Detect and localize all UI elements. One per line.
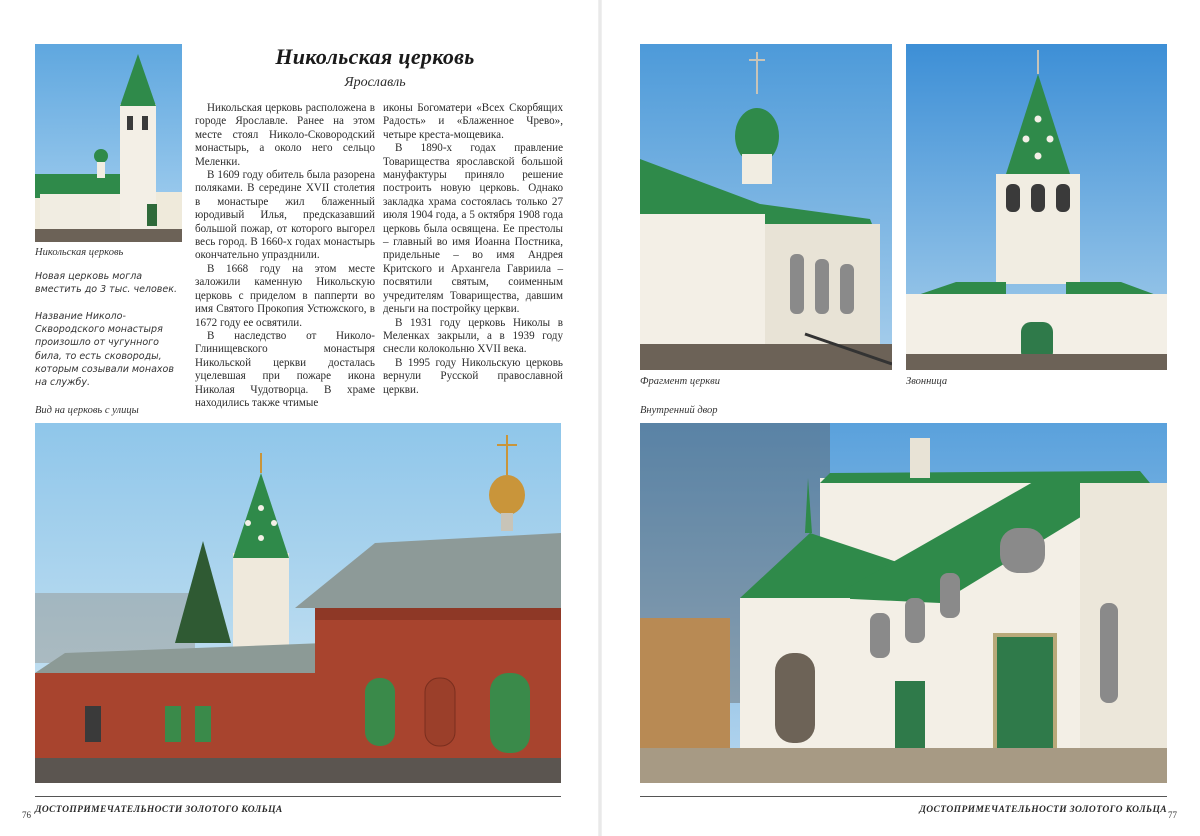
running-footer-right: [640, 796, 1167, 817]
side-note-monastery-name: Название Николо-Скворoдского монастыря произошло от чугунного била, то есть сковороды, которым созывали монахов на службу.: [35, 311, 174, 389]
page-number-left: 76: [22, 810, 31, 820]
paragraph: В 1931 году церковь Николы в Меленках закрыли, а в 1939 году снесли колокольню XVII века.: [383, 316, 563, 356]
footer-title: ДОСТОПРИМЕЧАТЕЛЬНОСТИ ЗОЛОТОГО КОЛЬЦА: [35, 805, 283, 815]
paragraph: В 1890-х годах правление Товарищества ярославской большой мануфактуры приняло решение построить новую церковь. Однако закладка храма состоялась только 27 июля 1904 года, а 5 октября 1908 года церковь была освящена. Ее престолы – главный во имя Иоанна Постника, придельные – во имя Андрея Критского и Архангела Гавриила – посвятили святым, соименным учредителям Товарищества, давшим деньги на постройку церкви.: [383, 142, 563, 316]
paragraph: В 1668 году на этом месте заложили каменную Никольскую церковь с приделом в папперти во имя Святого Прокопия Устюжского, в 1672 году ее освятили.: [195, 262, 375, 329]
photo-small-caption: Никольская церковь: [35, 247, 124, 258]
footer-title: ДОСТОПРИМЕЧАТЕЛЬНОСТИ ЗОЛОТОГО КОЛЬЦА: [919, 805, 1167, 815]
bell-tower-photo: [906, 44, 1167, 370]
church-fragment-caption: Фрагмент церкви: [640, 376, 720, 387]
paragraph: Никольская церковь расположена в городе Ярославле. Ранее на этом месте стоял Николо-Сковородский монастырь, а около него сельцо Меленки.: [195, 102, 375, 168]
page-title: Никольская церковь: [275, 44, 475, 69]
courtyard-photo: [640, 423, 1167, 783]
church-photo-small: [35, 44, 182, 242]
street-view-photo: [35, 423, 561, 783]
side-note-capacity: Новая церковь могла вместить до 3 тыс. человек.: [35, 271, 177, 296]
paragraph: иконы Богоматери «Всех Скорбящих Радость» и «Блаженное Чрево», четыре креста-мощевика.: [383, 102, 563, 141]
paragraph: В 1995 году Никольскую церковь вернули Русской православной церкви.: [383, 356, 563, 396]
running-footer-left: [35, 796, 561, 817]
courtyard-caption: Внутренний двор: [640, 405, 718, 416]
paragraph: В 1609 году обитель была разорена поляками. В середине XVII столетия в монастыре жил блаженный юродивый Илья, предсказавший большой пожар, от которого выгорел весь город. В 1660-х годах монастырь окончательно упразднили.: [195, 169, 375, 262]
bell-tower-caption: Звонница: [906, 376, 948, 387]
page-subtitle: Ярославль: [344, 75, 406, 90]
text-column-1: [195, 102, 375, 410]
street-view-caption: Вид на церковь с улицы: [35, 405, 139, 416]
page-number-right: 77: [1168, 810, 1177, 820]
book-gutter: [598, 0, 602, 836]
paragraph: В наследство от Николо-Глинищевского монастыря Никольской церкви досталась уцелевшая при пожаре икона Николая Чудотворца. В храме находились также чтимые: [195, 329, 375, 409]
church-fragment-photo: [640, 44, 892, 370]
text-column-2: [383, 102, 563, 397]
